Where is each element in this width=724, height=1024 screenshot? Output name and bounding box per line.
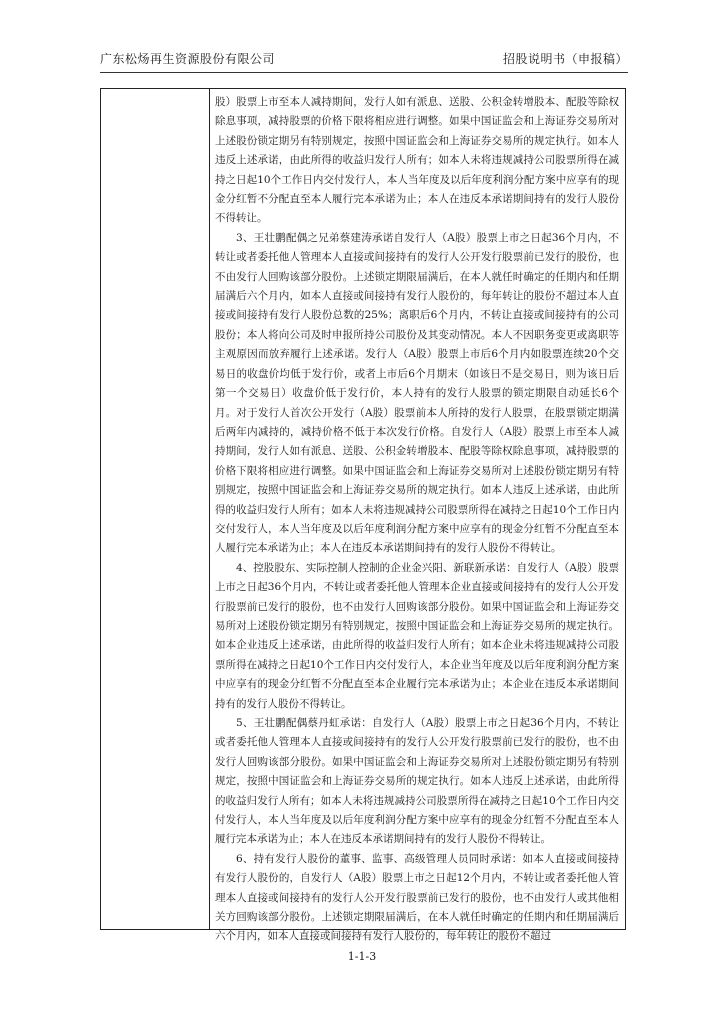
page-header [100, 50, 628, 72]
paragraph-continued: 股）股票上市至本人减持期间，发行人如有派息、送股、公积金转增股本、配股等除权除息事项，减持股票的价格下限将相应进行调整。如果中国证监会和上海证券交易所对上述股份锁定期另有特别规定，按照中国证监会和上海证券交易所的规定执行。如本人违反上述承诺，由此所得的收益归发行人所有；如本人未将违规减持公司股票所得在减持之日起10个工作日内交付发行人，本人当年度及以后年度利润分配方案中应享有的现金分红暂不分配直至本人履行完本承诺为止；本人在违反本承诺期间持有的发行人股份不得转让。 [215, 96, 619, 225]
paragraph-5: 5、王壮鹏配偶蔡丹虹承诺：自发行人（A股）股票上市之日起36个月内，不转让或者委托他人管理本人直接或间接持有的发行人公开发行股票前已发行的股份，也不由发行人回购该部分股份。如果中国证监会和上海证券交易所对上述股份锁定期另有特别规定，按照中国证监会和上海证券交易所的规定执行。如本人违反上述承诺，由此所得的收益归发行人所有；如本人未将违规减持公司股票所得在减持之日起10个工作日内交付发行人，本人当年度及以后年度利润分配方案中应享有的现金分红暂不分配直至本人履行完本承诺为止；本人在违反本承诺期间持有的发行人股份不得转让。 [215, 717, 619, 846]
paragraph-4: 4、控股股东、实际控制人控制的企业金兴阳、新联新承诺：自发行人（A股）股票上市之日起36个月内，不转让或者委托他人管理本企业直接或间接持有的发行人公开发行股票前已发行的股份，也不由发行人回购该部分股份。如果中国证监会和上海证券交易所对上述股份锁定期另有特别规定，按照中国证监会和上海证券交易所的规定执行。如本企业违反上述承诺，由此所得的收益归发行人所有；如本企业未将违规减持公司股票所得在减持之日起10个工作日内交付发行人，本企业当年度及以后年度利润分配方案中应享有的现金分红暂不分配直至本企业履行完本承诺为止；本企业在违反本承诺期间持有的发行人股份不得转让。 [215, 561, 619, 710]
paragraph-3: 3、王壮鹏配偶之兄弟蔡建涛承诺自发行人（A股）股票上市之日起36个月内，不转让或者委托他人管理本人直接或间接持有的发行人公开发行股票前已发行的股份，也不由发行人回购该部分股份。上述锁定期限届满后，在本人就任时确定的任期内和任期届满后六个月内，如本人直接或间接持有发行人股份的，每年转让的股份不超过本人直接或间接持有发行人股份总数的25%；离职后6个月内，不转让直接或间接持有的公司股份；本人将向公司及时申报所持公司股份及其变动情况。本人不因职务变更或离职等主观原因而放弃履行上述承诺。发行人（A股）股票上市后6个月内如股票连续20个交易日的收盘价均低于发行价，或者上市后6个月期末（如该日不是交易日，则为该日后第一个交易日）收盘价低于发行价，本人持有的发行人股票的锁定期限自动延长6个月。对于发行人首次公开发行（A股）股票前本人所持的发行人股票，在股票锁定期满后两年内减持的，减持价格不低于本次发行价格。自发行人（A股）股票上市至本人减持期间，发行人如有派息、送股、公积金转增股本、配股等除权除息事项，减持股票的价格下限将相应进行调整。如果中国证监会和上海证券交易所对上述股份锁定期另有特别规定，按照中国证监会和上海证券交易所的规定执行。如本人违反上述承诺，由此所得的收益归发行人所有；如本人未将违规减持公司股票所得在减持之日起10个工作日内交付发行人，本人当年度及以后年度利润分配方案中应享有的现金分红暂不分配直至本人履行完本承诺为止；本人在违反本承诺期间持有的发行人股份不得转让。 [215, 231, 619, 555]
company-name: 广东松炀再生资源股份有限公司 [100, 52, 276, 66]
table-left-column [101, 89, 210, 929]
paragraph-6: 6、持有发行人股份的董事、监事、高级管理人员同时承诺：如本人直接或间接持有发行人股份的，自发行人（A股）股票上市之日起12个月内，不转让或者委托他人管理本人直接或间接持有的发行人公开发行股票前已发行的股份，也不由发行人或其他相关方回购该部分股份。上述锁定期限届满后，在本人就任时确定的任期内和任期届满后六个月内，如本人直接或间接持有发行人股份的，每年转让的股份不超过 [215, 852, 619, 943]
header-rule [100, 72, 628, 73]
commitment-table [100, 88, 626, 943]
page-number: 1-1-3 [347, 950, 377, 963]
table-content-cell [215, 93, 619, 947]
document-title: 招股说明书（申报稿） [502, 52, 628, 66]
